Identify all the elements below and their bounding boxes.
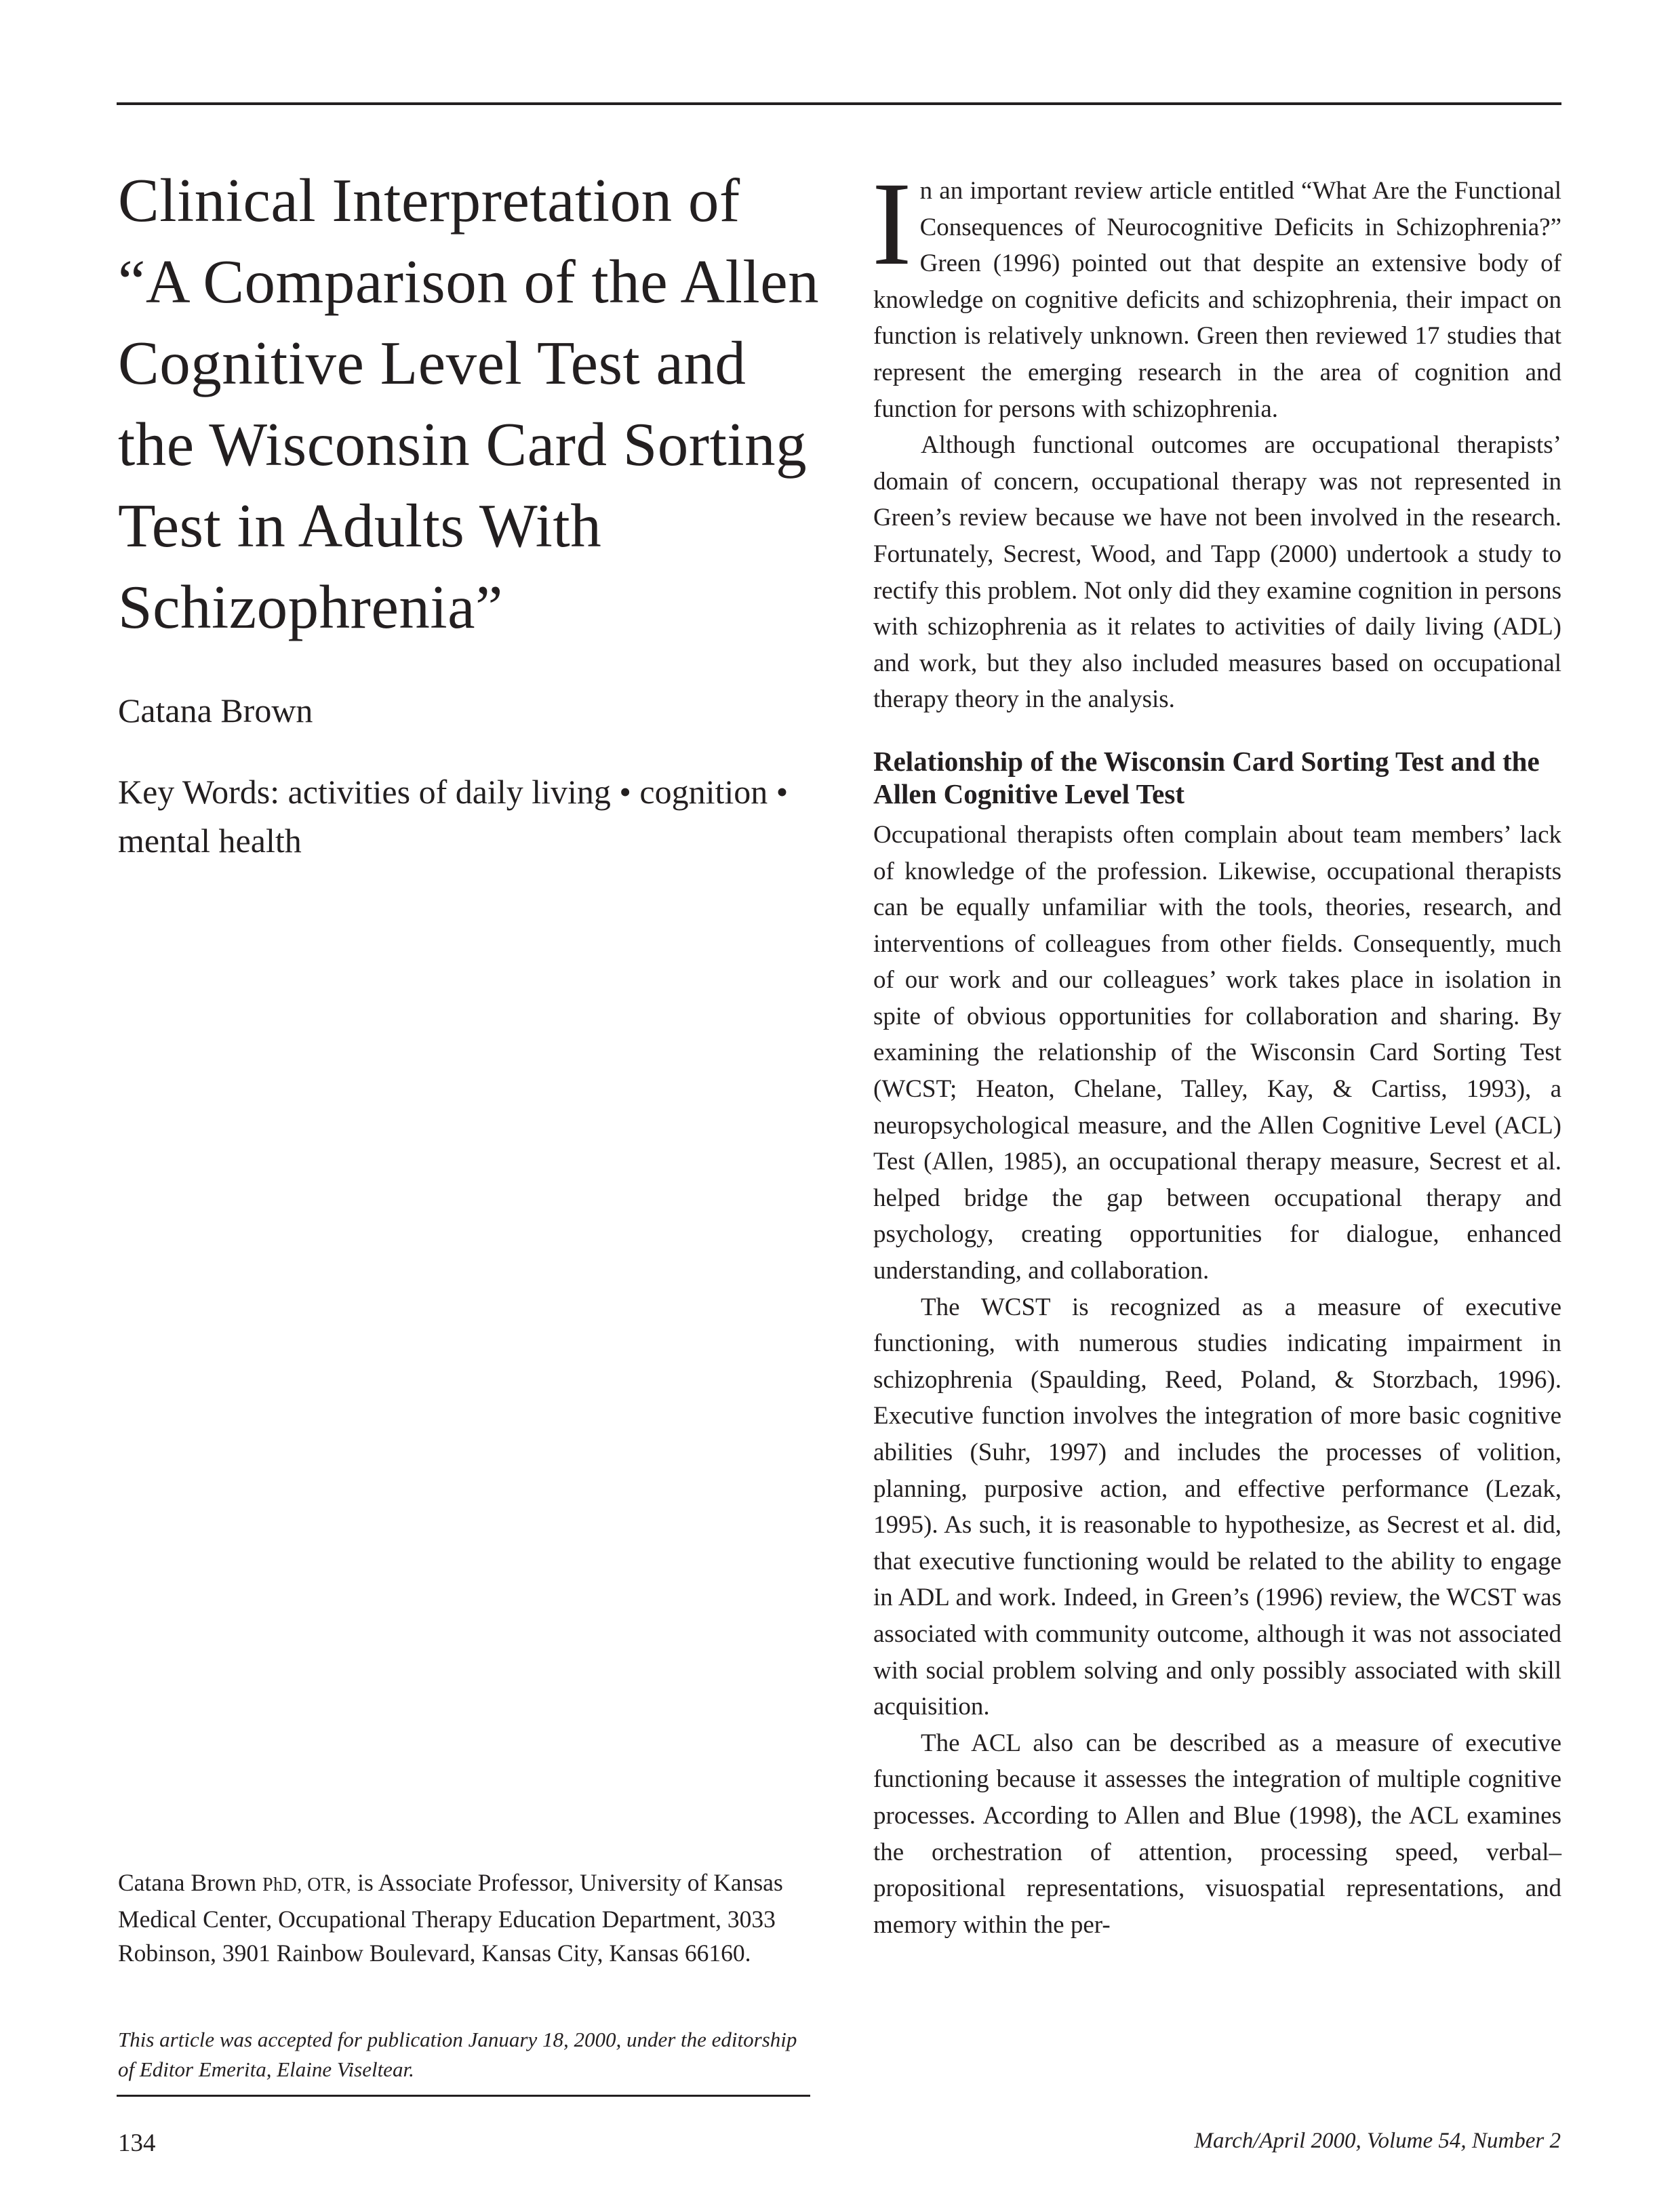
body-column	[872, 158, 1561, 1943]
paragraph-2: Although functional outcomes are occupational therapists’ domain of concern, occupational therapy was not represented in Green’s review because we have not been involved in the research. Fortunately, Secrest, Wood, and Tapp (2000) undertook a study to rectify this problem. Not only did they examine cognition in persons with schizophrenia as it relates to activities of daily living (ADL) and work, but they also included measures based on occupational therapy theory in the analysis.	[873, 431, 1561, 714]
acceptance-note: This article was accepted for publication January 18, 2000, under the editorship of Editor Emerita, Elaine Viseltear.	[118, 2028, 797, 2081]
paragraph-3: Occupational therapists often complain about team members’ lack of knowledge of the profession. Likewise, occupational therapists can be equally unfamiliar with the tools, theories, research, and interventions of colleagues from other fields. Consequently, much of our work and our colleagues’ work takes place in isolation in spite of obvious opportunities for collaboration and sharing. By examining the relationship of the Wisconsin Card Sorting Test (WCST; Heaton, Chelane, Talley, Kay, & Cartiss, 1993), a neuropsychological measure, and the Allen Cognitive Level (ACL) Test (Allen, 1985), an occupational therapy measure, Secrest et al. helped bridge the gap between occupational therapy and psychology, creating opportunities for dialogue, enhanced understanding, and collaboration.	[873, 820, 1561, 1285]
paragraph-1	[872, 158, 1561, 427]
top-rule	[117, 102, 1561, 105]
affiliation-name: Catana Brown	[118, 1869, 257, 1896]
paragraph-4: The WCST is recognized as a measure of executive functioning, with numerous studies indicating impairment in schizophrenia (Spaulding, Reed, Poland, & Storzbach, 1996). Executive function involves the integration of more basic cognitive abilities (Suhr, 1997) and includes the processes of volition, planning, purposive action, and effective performance (Lezak, 1995). As such, it is reasonable to hypothesize, as Secrest et al. did, that executive functioning would be related to the ability to engage in ADL and work. Indeed, in Green’s (1996) review, the WCST was associated with community outcome, although it was not associated with social problem solving and only possibly associated with skill acquisition.	[873, 1293, 1561, 1721]
article-author: Catana Brown	[118, 691, 313, 729]
bottom-rule	[117, 2095, 810, 2097]
article-title: Clinical Interpretation of “A Comparison of the Allen Cognitive Level Test and the Wisconsin Card Sorting Test in Adults With Schizophrenia”	[118, 166, 820, 641]
author-affiliation	[118, 1866, 810, 1970]
paragraph-5: The ACL also can be described as a measure of executive functioning because it assesses the integration of multiple cognitive processes. According to Allen and Blue (1998), the ACL examines the orchestration of attention, processing speed, verbal–propositional representations, visuospatial representations, and memory within the per-	[873, 1729, 1561, 1939]
journal-issue: March/April 2000, Volume 54, Number 2	[1194, 2129, 1561, 2153]
paragraph-1-text: n an important review article entitled “What Are the Functional Consequences of Neurocognitive Deficits in Schizophrenia?” Green (1996) pointed out that despite an extensive body of knowledge on cognitive deficits and schizophrenia, their impact on function is relatively unknown. Green then reviewed 17 studies that represent the emerging research in the area of cognition and function for persons with schizophrenia.	[873, 177, 1561, 423]
drop-cap: I	[872, 158, 912, 290]
section-heading: Relationship of the Wisconsin Card Sorting Test and the Allen Cognitive Level Test	[873, 745, 1540, 809]
article-keywords: Key Words: activities of daily living • cognition • mental health	[118, 773, 789, 860]
page-number: 134	[118, 2129, 156, 2157]
title-block	[118, 160, 823, 865]
affiliation-credentials: PhD, OTR,	[262, 1874, 352, 1895]
affiliation-text: is Associate Professor, University of Kansas Medical Center, Occupational Therapy Education Department, 3033 Robinson, 3901 Rainbow Boulevard, Kansas City, Kansas 66160.	[118, 1869, 783, 1967]
